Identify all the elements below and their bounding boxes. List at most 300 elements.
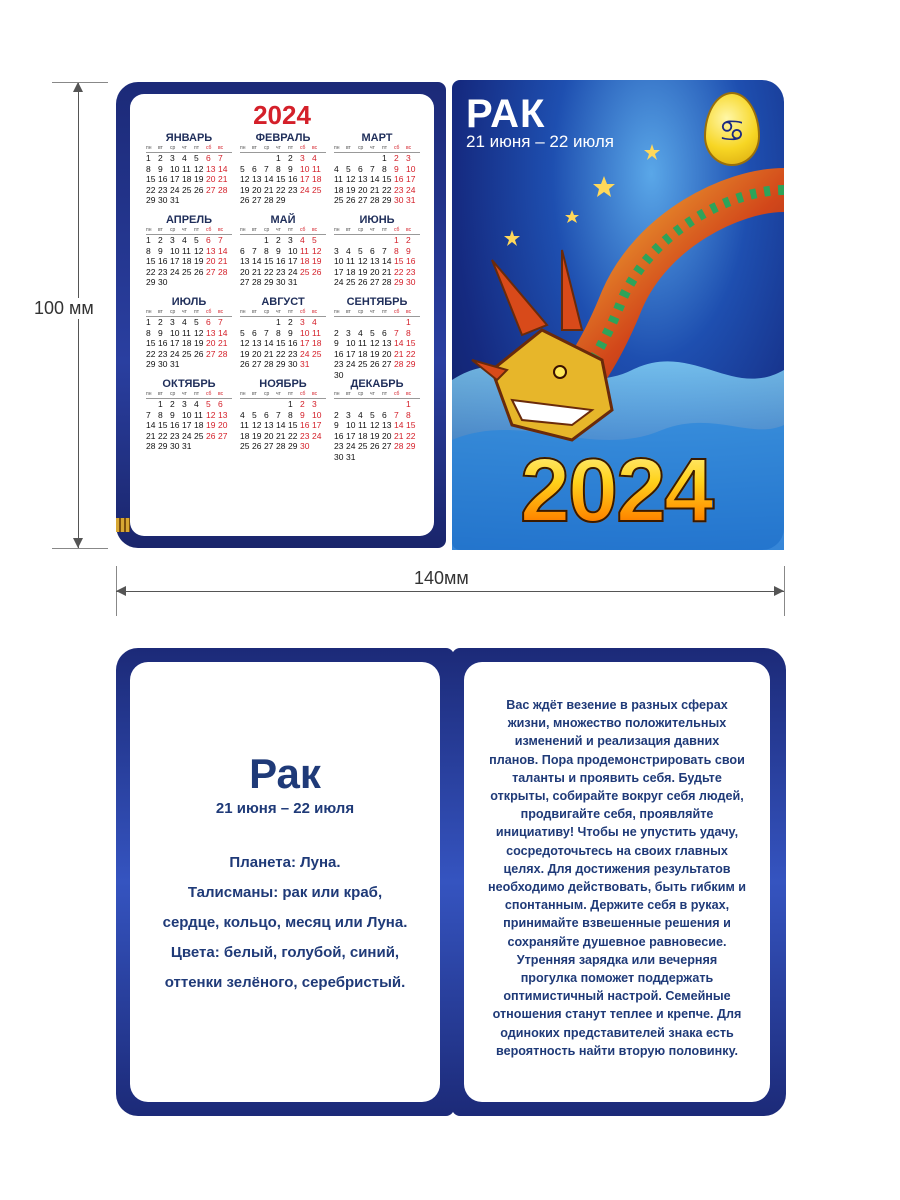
weekday-label: ср: [264, 391, 270, 397]
weekday-label: чт: [370, 391, 375, 397]
day-cell: 12: [206, 409, 216, 420]
weekday-header: [146, 145, 232, 153]
day-cell: 8: [264, 245, 269, 256]
day-cell: 18: [182, 174, 192, 184]
day-cell: 13: [370, 256, 380, 266]
day-cell: 23: [158, 348, 168, 359]
day-cell: 14: [146, 420, 156, 430]
calendar-sheet: [130, 94, 434, 536]
day-cell: 26: [206, 430, 216, 441]
calendar-month: [334, 132, 420, 206]
day-cell: 22: [288, 430, 298, 441]
day-cell: 4: [182, 153, 187, 163]
day-cell: [312, 195, 324, 206]
day-cell: 29: [158, 441, 168, 451]
day-cell: 30: [170, 441, 180, 451]
day-cell: 3: [312, 399, 317, 409]
day-cell: 21: [394, 430, 404, 441]
day-cell: 5: [312, 235, 317, 245]
day-cell: 31: [288, 277, 298, 287]
day-cell: [370, 452, 382, 463]
day-cell: 31: [170, 359, 180, 369]
weekday-label: вс: [218, 227, 224, 233]
day-cell: 16: [158, 338, 168, 348]
day-cell: [394, 452, 406, 463]
day-cell: 12: [370, 338, 380, 348]
day-cell: 23: [158, 184, 168, 195]
day-cell: 12: [370, 420, 380, 430]
day-cell: 22: [406, 348, 416, 359]
day-cell: [288, 195, 300, 206]
horoscope-line: оптимистичный настрой. Семейные: [503, 989, 731, 1004]
month-name: ОКТЯБРЬ: [162, 378, 216, 390]
day-cell: 20: [382, 348, 392, 359]
horoscope-line: Вас ждёт везение в разных сферах: [506, 698, 728, 712]
month-days: [146, 235, 232, 288]
month-name: МАРТ: [361, 132, 393, 144]
month-days: [146, 317, 232, 370]
day-cell: 18: [300, 256, 310, 266]
weekday-label: пн: [334, 227, 340, 233]
day-cell: 1: [146, 153, 151, 163]
weekday-label: пт: [382, 145, 387, 151]
day-cell: 15: [146, 338, 156, 348]
day-cell: 2: [334, 327, 339, 338]
day-cell: 24: [406, 184, 416, 195]
day-cell: 10: [300, 327, 310, 338]
day-cell: 12: [194, 163, 204, 174]
day-cell: [358, 399, 370, 410]
day-cell: [382, 235, 394, 246]
day-cell: 22: [146, 348, 156, 359]
weekday-label: сб: [394, 227, 400, 233]
day-cell: 28: [218, 266, 228, 277]
day-cell: 18: [312, 174, 322, 184]
day-cell: 25: [182, 348, 192, 359]
day-cell: 19: [194, 338, 204, 348]
weekday-label: пн: [334, 309, 340, 315]
weekday-label: вс: [406, 145, 412, 151]
weekday-label: вт: [158, 309, 163, 315]
day-cell: 21: [146, 430, 156, 441]
weekday-header: [146, 391, 232, 399]
calendar-month: [334, 214, 420, 288]
day-cell: 26: [312, 266, 322, 277]
day-cell: 16: [276, 256, 286, 266]
day-cell: 25: [194, 430, 204, 441]
day-cell: 13: [252, 338, 262, 348]
day-cell: [264, 399, 276, 410]
day-cell: 15: [382, 174, 392, 184]
day-cell: 10: [182, 409, 192, 420]
day-cell: 30: [406, 277, 416, 287]
day-cell: 16: [288, 338, 298, 348]
day-cell: 7: [370, 163, 375, 174]
day-cell: 4: [312, 317, 317, 327]
day-cell: 26: [240, 359, 250, 369]
day-cell: 21: [252, 266, 262, 277]
day-cell: 8: [406, 327, 411, 338]
day-cell: 27: [240, 277, 250, 287]
weekday-label: чт: [370, 227, 375, 233]
day-cell: 6: [382, 327, 387, 338]
info-line-colors: Цвета: белый, голубой, синий,: [170, 944, 400, 961]
day-cell: 3: [300, 153, 305, 163]
calendar-month: [146, 132, 232, 206]
day-cell: 1: [158, 399, 163, 409]
day-cell: 11: [182, 327, 191, 338]
day-cell: 16: [300, 420, 310, 430]
day-cell: 10: [170, 327, 180, 338]
day-cell: [206, 359, 218, 370]
weekday-header: [240, 227, 326, 235]
weekday-label: вс: [406, 227, 412, 233]
weekday-label: пн: [334, 145, 340, 151]
day-cell: 25: [358, 441, 368, 451]
day-cell: 29: [406, 359, 416, 369]
day-cell: 30: [288, 359, 298, 369]
weekday-header: [146, 227, 232, 235]
day-cell: 29: [146, 277, 156, 287]
day-cell: 17: [346, 348, 356, 359]
day-cell: 15: [394, 256, 404, 266]
day-cell: 31: [300, 359, 310, 369]
day-cell: 1: [288, 399, 293, 409]
day-cell: 9: [158, 245, 163, 256]
weekday-label: ср: [358, 145, 364, 151]
day-cell: 19: [370, 348, 380, 359]
width-dimension-line: [116, 591, 784, 592]
day-cell: 20: [240, 266, 250, 277]
month-days: [240, 153, 326, 206]
day-cell: 18: [312, 338, 322, 348]
weekday-label: пт: [194, 145, 199, 151]
horoscope-text: [478, 696, 756, 1060]
day-cell: 22: [146, 184, 156, 195]
day-cell: [218, 359, 230, 370]
day-cell: 10: [170, 245, 180, 256]
day-cell: 3: [170, 153, 175, 163]
weekday-label: пт: [194, 309, 199, 315]
day-cell: 5: [206, 399, 211, 409]
day-cell: 6: [264, 409, 269, 420]
day-cell: 12: [358, 256, 368, 266]
day-cell: 20: [370, 266, 380, 277]
day-cell: [382, 452, 394, 463]
day-cell: 9: [300, 409, 305, 420]
day-cell: 28: [218, 184, 228, 195]
day-cell: 23: [300, 430, 310, 441]
month-days: [240, 235, 326, 288]
day-cell: 15: [264, 256, 274, 266]
day-cell: 9: [158, 327, 163, 338]
day-cell: 14: [370, 174, 380, 184]
day-cell: 7: [146, 409, 151, 420]
day-cell: 9: [170, 409, 175, 420]
day-cell: 8: [146, 245, 151, 256]
day-cell: [358, 452, 370, 463]
day-cell: 2: [170, 399, 175, 409]
month-days: [334, 153, 420, 206]
day-cell: 30: [334, 369, 344, 380]
day-cell: 30: [276, 277, 286, 287]
day-cell: 24: [170, 266, 180, 277]
day-cell: 14: [382, 256, 392, 266]
day-cell: 17: [170, 174, 180, 184]
weekday-label: пн: [240, 391, 246, 397]
weekday-label: вс: [312, 309, 318, 315]
weekday-label: пн: [146, 145, 152, 151]
day-cell: [382, 399, 394, 410]
day-cell: 3: [288, 235, 293, 245]
day-cell: 9: [158, 163, 163, 174]
weekday-label: чт: [182, 309, 187, 315]
day-cell: [370, 399, 382, 410]
day-cell: [182, 359, 194, 370]
day-cell: 11: [312, 163, 321, 174]
day-cell: 29: [394, 277, 404, 287]
day-cell: 20: [252, 184, 262, 195]
day-cell: 21: [264, 184, 274, 195]
day-cell: 7: [218, 317, 223, 327]
sign-dates: 21 июня – 22 июля: [215, 800, 355, 817]
weekday-label: чт: [182, 227, 187, 233]
day-cell: [276, 399, 288, 410]
day-cell: [146, 399, 158, 410]
day-cell: 7: [218, 153, 223, 163]
day-cell: 28: [370, 195, 380, 205]
day-cell: 11: [182, 245, 191, 256]
day-cell: 19: [358, 266, 368, 277]
weekday-header: [334, 145, 420, 153]
day-cell: 5: [252, 409, 257, 420]
day-cell: 4: [194, 399, 199, 409]
day-cell: 14: [252, 256, 262, 266]
day-cell: 12: [194, 245, 204, 256]
day-cell: [252, 399, 264, 410]
day-cell: 9: [288, 163, 293, 174]
day-cell: 20: [264, 430, 274, 441]
weekday-label: ср: [358, 309, 364, 315]
day-cell: 8: [146, 327, 151, 338]
day-cell: [240, 399, 252, 410]
weekday-label: вт: [252, 309, 257, 315]
weekday-label: чт: [276, 391, 281, 397]
day-cell: 11: [182, 163, 191, 174]
gold-ornament: [116, 518, 130, 532]
month-name: АПРЕЛЬ: [165, 214, 212, 226]
dimension-tick: [52, 82, 108, 83]
day-cell: [406, 452, 418, 463]
month-name: СЕНТЯБРЬ: [346, 296, 408, 308]
day-cell: 14: [276, 420, 286, 430]
horoscope-line: жизни, множество положительных: [507, 716, 727, 731]
month-name: ЯНВАРЬ: [165, 132, 213, 144]
day-cell: 23: [288, 348, 298, 359]
weekday-label: пт: [382, 309, 387, 315]
day-cell: 27: [252, 359, 262, 369]
weekday-label: сб: [206, 145, 212, 151]
day-cell: [182, 277, 194, 288]
month-name: ФЕВРАЛЬ: [255, 132, 311, 144]
day-cell: 18: [334, 184, 344, 195]
day-cell: [370, 235, 382, 246]
day-cell: 13: [206, 245, 216, 256]
day-cell: 19: [194, 256, 204, 266]
day-cell: 4: [182, 317, 187, 327]
day-cell: 18: [358, 430, 368, 441]
day-cell: 1: [264, 235, 269, 245]
day-cell: 8: [288, 409, 293, 420]
day-cell: 25: [312, 348, 322, 359]
weekday-label: ср: [170, 227, 176, 233]
day-cell: 28: [264, 195, 274, 205]
day-cell: 29: [146, 195, 156, 205]
day-cell: 2: [300, 399, 305, 409]
day-cell: [300, 277, 312, 288]
horoscope-line: одиноких представителей знака есть: [500, 1025, 734, 1040]
day-cell: 7: [218, 235, 223, 245]
weekday-label: вт: [158, 145, 163, 151]
weekday-label: вс: [406, 309, 412, 315]
day-cell: 11: [300, 245, 309, 256]
day-cell: [240, 235, 252, 246]
day-cell: 15: [158, 420, 168, 430]
day-cell: 27: [218, 430, 228, 441]
day-cell: 27: [358, 195, 368, 205]
day-cell: 7: [394, 409, 399, 420]
width-dimension-label: 140мм: [414, 568, 469, 588]
dimension-tick: [52, 548, 108, 549]
day-cell: 5: [194, 317, 199, 327]
day-cell: 1: [146, 235, 151, 245]
horoscope-line: принимайте взвешенные решения и: [503, 916, 731, 931]
weekday-label: сб: [394, 309, 400, 315]
weekday-label: чт: [370, 309, 375, 315]
month-days: [240, 317, 326, 370]
day-cell: 18: [182, 338, 192, 348]
day-cell: 11: [312, 327, 321, 338]
day-cell: [218, 195, 230, 206]
day-cell: 25: [240, 441, 250, 451]
day-cell: 9: [334, 420, 339, 430]
day-cell: 5: [240, 163, 245, 174]
day-cell: [382, 317, 394, 328]
day-cell: 17: [346, 430, 356, 441]
day-cell: [394, 399, 406, 410]
day-cell: 14: [394, 338, 404, 348]
day-cell: 9: [394, 163, 399, 174]
day-cell: 4: [358, 327, 363, 338]
calendar-month: [146, 378, 232, 452]
day-cell: 29: [264, 277, 274, 287]
day-cell: 6: [206, 317, 211, 327]
horoscope-line: открыты, собирайте вокруг себя людей,: [490, 789, 744, 804]
day-cell: 29: [288, 441, 298, 451]
day-cell: 5: [194, 153, 199, 163]
weekday-label: вт: [346, 227, 351, 233]
day-cell: [218, 277, 230, 288]
day-cell: 11: [194, 409, 203, 420]
day-cell: 27: [382, 359, 392, 369]
horoscope-line: вероятность найти вторую половинку.: [496, 1043, 738, 1058]
day-cell: 22: [158, 430, 168, 441]
day-cell: 2: [276, 235, 281, 245]
day-cell: [206, 441, 218, 452]
day-cell: 21: [370, 184, 380, 195]
day-cell: 20: [358, 184, 368, 195]
day-cell: 12: [240, 338, 250, 348]
day-cell: [334, 153, 346, 164]
day-cell: 4: [300, 235, 305, 245]
day-cell: [252, 153, 264, 164]
day-cell: 30: [334, 451, 344, 462]
day-cell: 7: [382, 245, 387, 256]
weekday-header: [240, 145, 326, 153]
day-cell: 2: [158, 317, 163, 327]
day-cell: 19: [240, 184, 250, 195]
day-cell: 24: [170, 184, 180, 195]
day-cell: 20: [218, 420, 228, 430]
weekday-label: пт: [288, 391, 293, 397]
calendar-month: [334, 378, 420, 462]
day-cell: 28: [394, 359, 404, 369]
horoscope-line: сохраняйте душевное равновесие.: [507, 934, 727, 949]
day-cell: 3: [182, 399, 187, 409]
day-cell: [194, 277, 206, 288]
day-cell: 5: [194, 235, 199, 245]
day-cell: [370, 317, 382, 328]
info-line-colors-cont: оттенки зелёного, серебристый.: [164, 974, 406, 991]
day-cell: 21: [218, 256, 228, 266]
day-cell: [334, 399, 346, 410]
day-cell: 20: [206, 174, 216, 184]
day-cell: 20: [206, 338, 216, 348]
day-cell: 24: [300, 348, 310, 359]
day-cell: 14: [264, 338, 274, 348]
day-cell: 2: [288, 153, 293, 163]
month-days: [334, 235, 420, 288]
day-cell: 13: [206, 163, 216, 174]
day-cell: 13: [206, 327, 216, 338]
day-cell: [346, 317, 358, 328]
day-cell: 3: [346, 327, 351, 338]
weekday-label: сб: [300, 145, 306, 151]
day-cell: 12: [240, 174, 250, 184]
day-cell: 6: [252, 327, 257, 338]
day-cell: 19: [252, 430, 262, 441]
day-cell: 5: [346, 163, 351, 174]
weekday-label: пт: [288, 227, 293, 233]
day-cell: 4: [346, 245, 351, 256]
sign-attributes: [130, 848, 440, 998]
weekday-label: чт: [276, 227, 281, 233]
day-cell: 17: [288, 256, 298, 266]
info-line-talismans: Талисманы: рак или краб,: [187, 884, 383, 901]
month-name: АВГУСТ: [261, 296, 305, 308]
day-cell: [334, 235, 346, 246]
horoscope-line: отношения станут теплее и крепче. Для: [492, 1007, 742, 1022]
day-cell: 26: [194, 266, 204, 277]
day-cell: 22: [264, 266, 274, 277]
weekday-label: пн: [146, 391, 152, 397]
day-cell: 1: [146, 317, 151, 327]
day-cell: 18: [358, 348, 368, 359]
day-cell: 10: [346, 420, 356, 430]
day-cell: 11: [346, 256, 355, 266]
weekday-header: [334, 391, 420, 399]
day-cell: 24: [346, 441, 356, 451]
